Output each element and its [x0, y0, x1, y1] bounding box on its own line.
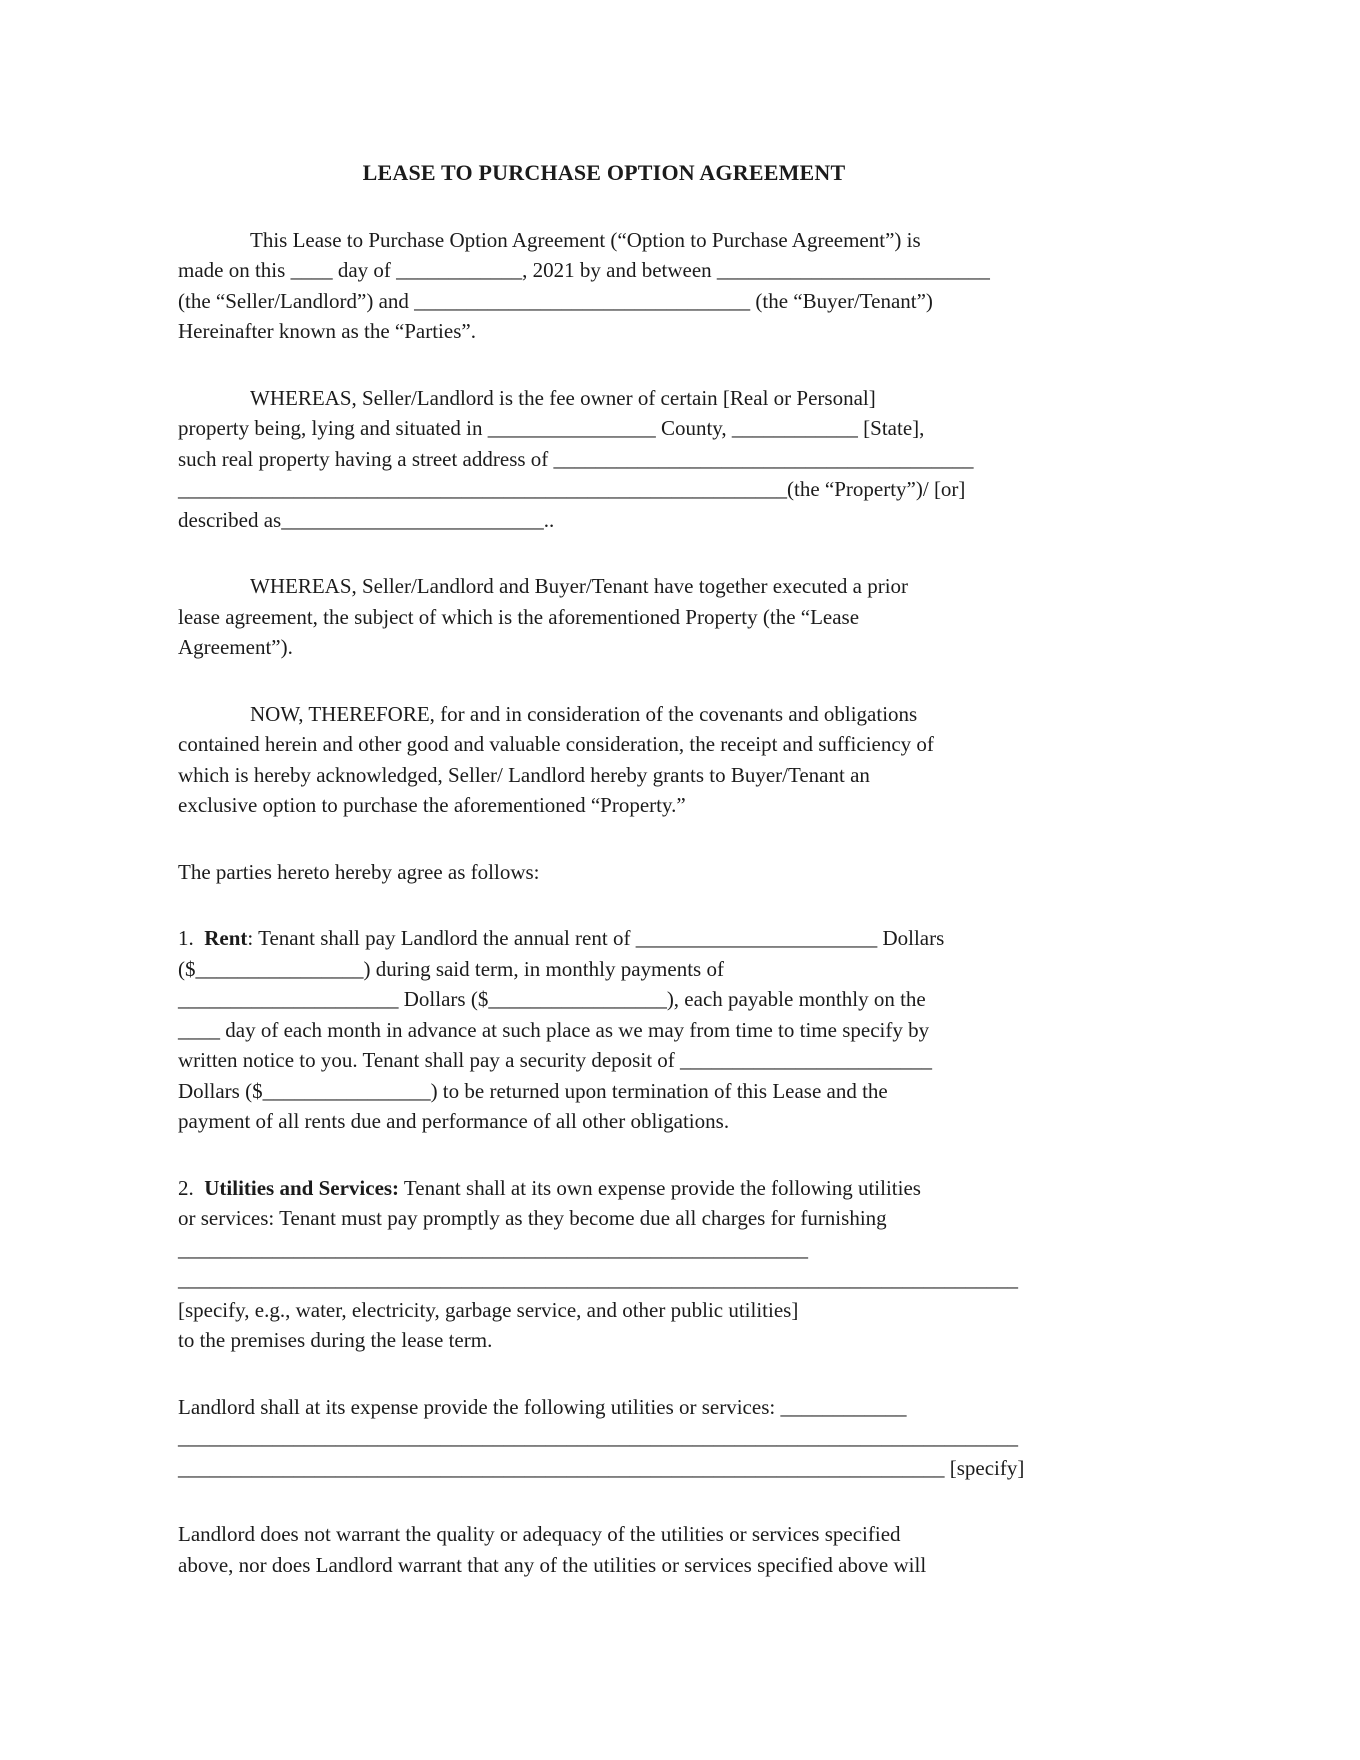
- fill-in-blank-line: ________________________________________________________________________________: [178, 1425, 1018, 1449]
- fill-in-line: such real property having a street address of ________________________________________: [178, 446, 974, 471]
- clause-heading: Rent: [204, 926, 248, 950]
- clause-number: 1.: [178, 926, 205, 950]
- text-line: [178, 1173, 1178, 1204]
- text-line: above, nor does Landlord warrant that any of the utilities or services specified above will: [178, 1552, 927, 1577]
- rent-clause: [178, 923, 1178, 1137]
- text-line: lease agreement, the subject of which is the aforementioned Property (the “Lease: [178, 604, 860, 629]
- fill-in-blank-line: ____________________________________________________________: [178, 1236, 808, 1261]
- landlord-utilities-paragraph: [178, 1392, 1178, 1484]
- text-line: contained herein and other good and valuable consideration, the receipt and sufficiency of: [178, 732, 934, 756]
- agreement-lead-in: [178, 857, 1178, 888]
- clause-heading: Utilities and Services:: [204, 1175, 400, 1200]
- fill-in-blank-line: ________________________________________________________________________________: [178, 1267, 1018, 1291]
- fill-in-line: ____ day of each month in advance at such place as we may from time to time specify by: [178, 1017, 930, 1042]
- text-line: Landlord does not warrant the quality or adequacy of the utilities or services specified: [178, 1522, 901, 1546]
- text-line: Hereinafter known as the “Parties”.: [178, 319, 476, 343]
- warranty-paragraph: [178, 1519, 1178, 1580]
- text-line: NOW, THEREFORE, for and in consideration of the covenants and obligations: [250, 701, 918, 726]
- text-line: or services: Tenant must pay promptly as they become due all charges for furnishing: [178, 1206, 887, 1230]
- clause-lead-text: Tenant shall at its own expense provide the following utilities: [399, 1175, 921, 1200]
- whereas-lease-paragraph: [178, 571, 1178, 663]
- text-line: Agreement”).: [178, 635, 293, 659]
- fill-in-line: (the “Seller/Landlord”) and ________________________________ (the “Buyer/Tenant”): [178, 288, 933, 313]
- clause-number: 2.: [178, 1175, 205, 1200]
- document-content: [178, 158, 1178, 1580]
- fill-in-line: _____________________ Dollars ($_________________), each payable monthly on the: [178, 987, 926, 1011]
- fill-in-line: made on this ____ day of ____________, 2021 by and between __________________________: [178, 258, 990, 282]
- intro-paragraph: [178, 225, 1178, 347]
- fill-in-line: Dollars ($________________) to be returned upon termination of this Lease and the: [178, 1078, 888, 1103]
- fill-in-line: described as_________________________..: [178, 507, 555, 532]
- text-line: WHEREAS, Seller/Landlord and Buyer/Tenant have together executed a prior: [250, 574, 909, 598]
- text-line: payment of all rents due and performance of all other obligations.: [178, 1109, 730, 1133]
- text-line: exclusive option to purchase the aforementioned “Property.”: [178, 793, 686, 817]
- text-line: to the premises during the lease term.: [178, 1328, 493, 1352]
- whereas-property-paragraph: [178, 383, 1178, 536]
- fill-in-line: property being, lying and situated in ________________ County, ____________ [State],: [178, 416, 925, 440]
- text-line: WHEREAS, Seller/Landlord is the fee owner of certain [Real or Personal]: [250, 385, 876, 410]
- text-line: [178, 923, 1178, 954]
- clause-lead-text: : Tenant shall pay Landlord the annual rent of _______________________ Dollars: [247, 926, 945, 950]
- utilities-clause: [178, 1173, 1178, 1356]
- text-line: This Lease to Purchase Option Agreement (“Option to Purchase Agreement”) is: [250, 227, 921, 252]
- fill-in-line: Landlord shall at its expense provide the following utilities or services: ____________: [178, 1394, 907, 1419]
- fill-in-blank-line: _________________________________________________________________________ [specify]: [178, 1455, 1025, 1480]
- document-title: LEASE TO PURCHASE OPTION AGREEMENT: [362, 160, 846, 185]
- now-therefore-paragraph: [178, 699, 1178, 821]
- text-line: [specify, e.g., water, electricity, garbage service, and other public utilities]: [178, 1297, 799, 1322]
- text-line: which is hereby acknowledged, Seller/ Landlord hereby grants to Buyer/Tenant an: [178, 762, 870, 787]
- fill-in-line: __________________________________________________________(the “Property”)/ [or]: [178, 477, 966, 501]
- fill-in-line: written notice to you. Tenant shall pay a security deposit of ________________________: [178, 1048, 933, 1072]
- fill-in-line: ($________________) during said term, in monthly payments of: [178, 956, 724, 981]
- text-line: The parties hereto hereby agree as follows:: [178, 859, 540, 884]
